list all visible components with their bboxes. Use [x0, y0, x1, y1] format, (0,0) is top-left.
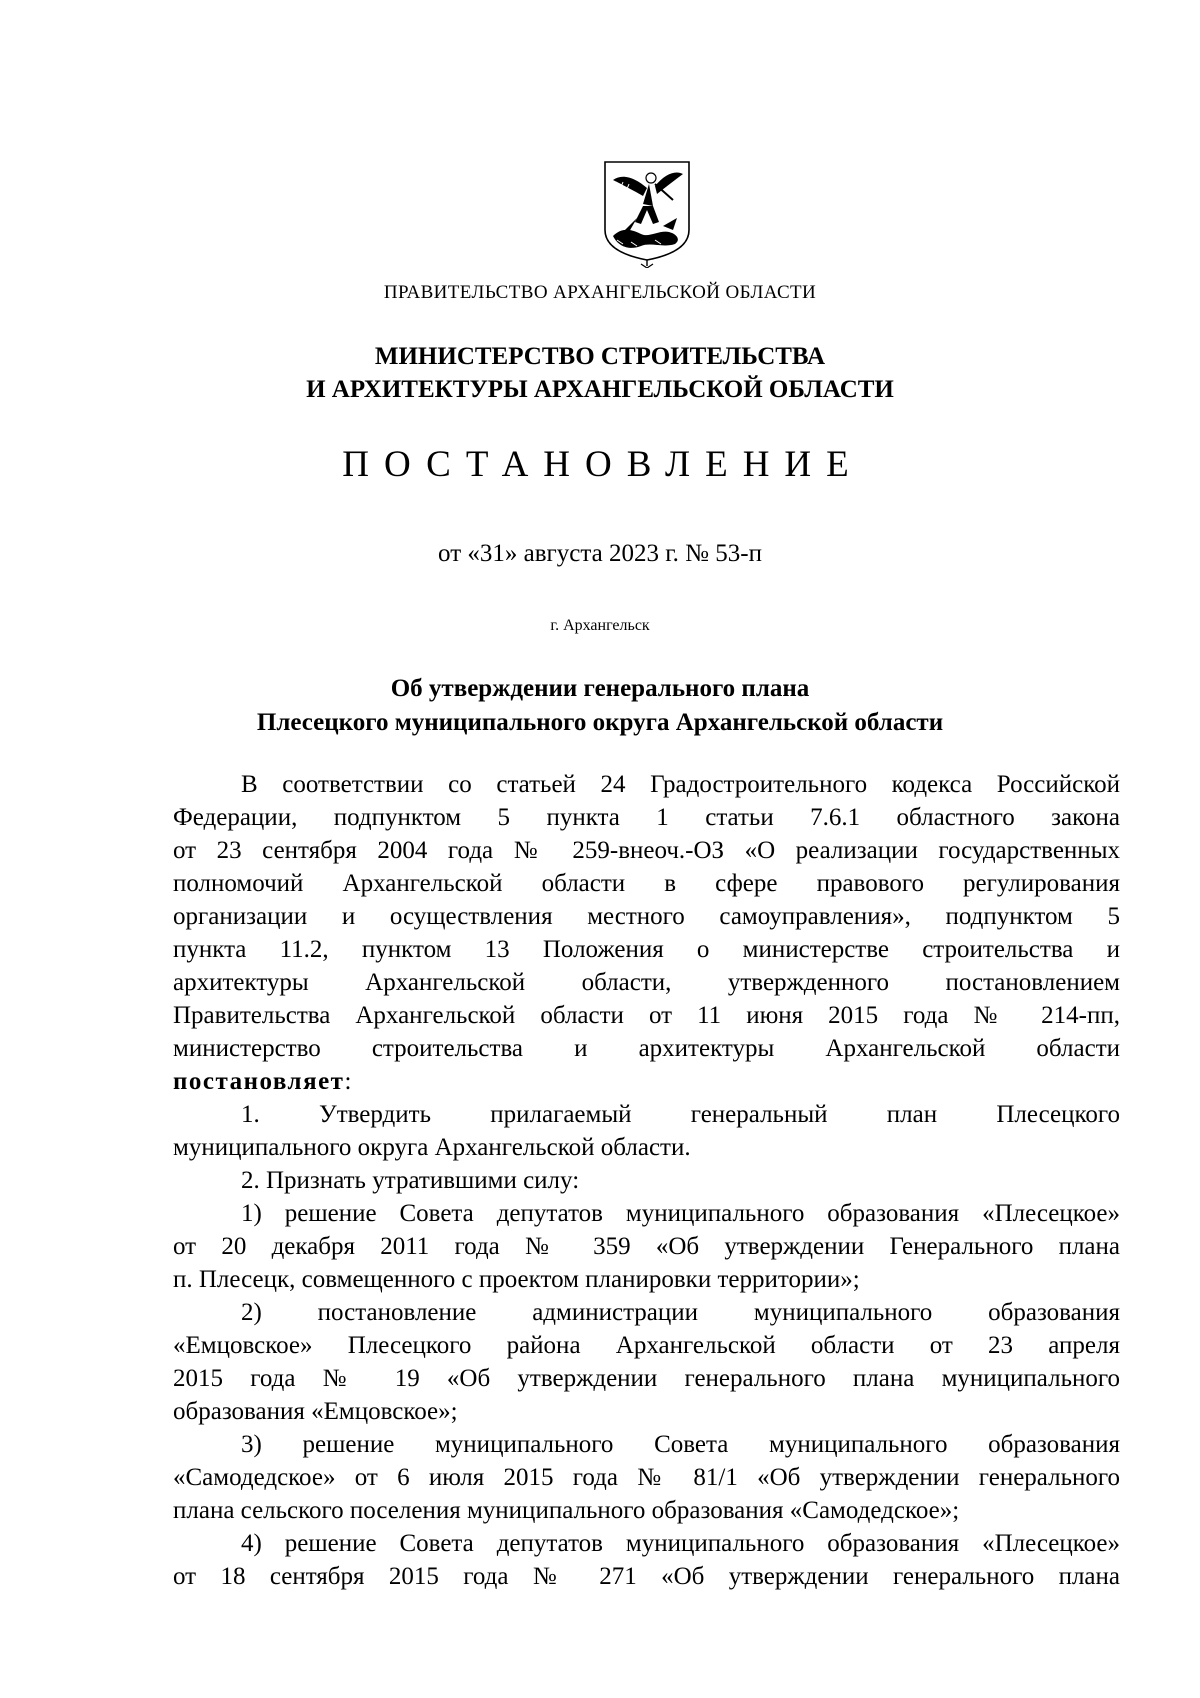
- ministry-name-line-1: МИНИСТЕРСТВО СТРОИТЕЛЬСТВА: [374, 343, 826, 370]
- preamble-line: пункта 11.2, пунктом 13 Положения о министерстве строительства и: [173, 936, 1120, 963]
- subitem-2-line-4: образования «Емцовское»;: [173, 1398, 458, 1425]
- item-1-line-1: 1. Утвердить прилагаемый генеральный план Плесецкого: [241, 1101, 1120, 1128]
- document-city: г. Архангельск: [550, 617, 650, 634]
- subitem-3-line-1: 3) решение муниципального Совета муниципального образования: [241, 1431, 1120, 1458]
- preamble-paragraph: [173, 768, 1120, 1098]
- coat-of-arms-icon: [603, 160, 691, 268]
- document-date-number: от «31» августа 2023 г. № 53-п: [438, 540, 762, 567]
- subitem-3-line-2: «Самодедское» от 6 июля 2015 года № 81/1 «Об утверждении генерального: [173, 1464, 1120, 1491]
- ministry-name-line-2: И АРХИТЕКТУРЫ АРХАНГЕЛЬСКОЙ ОБЛАСТИ: [306, 376, 894, 403]
- document-subject-line-2: Плесецкого муниципального округа Архангельской области: [256, 709, 944, 736]
- preamble-line: полномочий Архангельской области в сфере правового регулирования: [173, 870, 1120, 897]
- subitem-4-line-2: от 18 сентября 2015 года № 271 «Об утверждении генерального плана: [173, 1563, 1120, 1590]
- document-body: [173, 768, 1120, 1593]
- resolves-word: постановляет: [173, 1068, 345, 1095]
- preamble-line: Федерации, подпунктом 5 пункта 1 статьи 7.6.1 областного закона: [173, 804, 1120, 831]
- resolves-colon: :: [344, 1068, 352, 1095]
- subitem-4: [173, 1527, 1120, 1593]
- subitem-3: [173, 1428, 1120, 1527]
- subitem-1-line-3: п. Плесецк, совмещенного с проектом планировки территории»;: [173, 1266, 860, 1293]
- subitem-4-line-1: 4) решение Совета депутатов муниципального образования «Плесецкое»: [241, 1530, 1120, 1557]
- preamble-line: от 23 сентября 2004 года № 259-внеоч.-ОЗ «О реализации государственных: [173, 837, 1120, 864]
- subitem-2-line-2: «Емцовское» Плесецкого района Архангельской области от 23 апреля: [173, 1332, 1120, 1359]
- subitem-2: [173, 1296, 1120, 1428]
- item-1: [173, 1098, 1120, 1164]
- subitem-2-line-3: 2015 года № 19 «Об утверждении генерального плана муниципального: [173, 1365, 1120, 1392]
- preamble-line: Правительства Архангельской области от 11 июня 2015 года № 214-пп,: [173, 1002, 1120, 1029]
- item-2-line: 2. Признать утратившими силу:: [241, 1167, 580, 1194]
- subitem-1-line-1: 1) решение Совета депутатов муниципального образования «Плесецкое»: [241, 1200, 1120, 1227]
- subitem-1-line-2: от 20 декабря 2011 года № 359 «Об утверждении Генерального плана: [173, 1233, 1120, 1260]
- item-2: [173, 1164, 1120, 1197]
- subitem-1: [173, 1197, 1120, 1296]
- subitem-2-line-1: 2) постановление администрации муниципального образования: [241, 1299, 1120, 1326]
- ministry-name: [0, 340, 1200, 406]
- item-1-line-2: муниципального округа Архангельской области.: [173, 1134, 691, 1161]
- document-subject-line-1: Об утверждении генерального плана: [390, 675, 810, 702]
- subitem-3-line-3: плана сельского поселения муниципального образования «Самодедское»;: [173, 1497, 960, 1524]
- resolves-line: [173, 1065, 1120, 1098]
- preamble-line: организации и осуществления местного самоуправления», подпунктом 5: [173, 903, 1120, 930]
- government-name: ПРАВИТЕЛЬСТВО АРХАНГЕЛЬСКОЙ ОБЛАСТИ: [383, 282, 817, 303]
- preamble-line: министерство строительства и архитектуры Архангельской области: [173, 1035, 1120, 1062]
- preamble-line: В соответствии со статьей 24 Градостроительного кодекса Российской: [241, 771, 1120, 798]
- preamble-line: архитектуры Архангельской области, утвержденного постановлением: [173, 969, 1120, 996]
- document-subject: [0, 672, 1200, 740]
- document-type-title: ПОСТАНОВЛЕНИЕ: [342, 444, 864, 485]
